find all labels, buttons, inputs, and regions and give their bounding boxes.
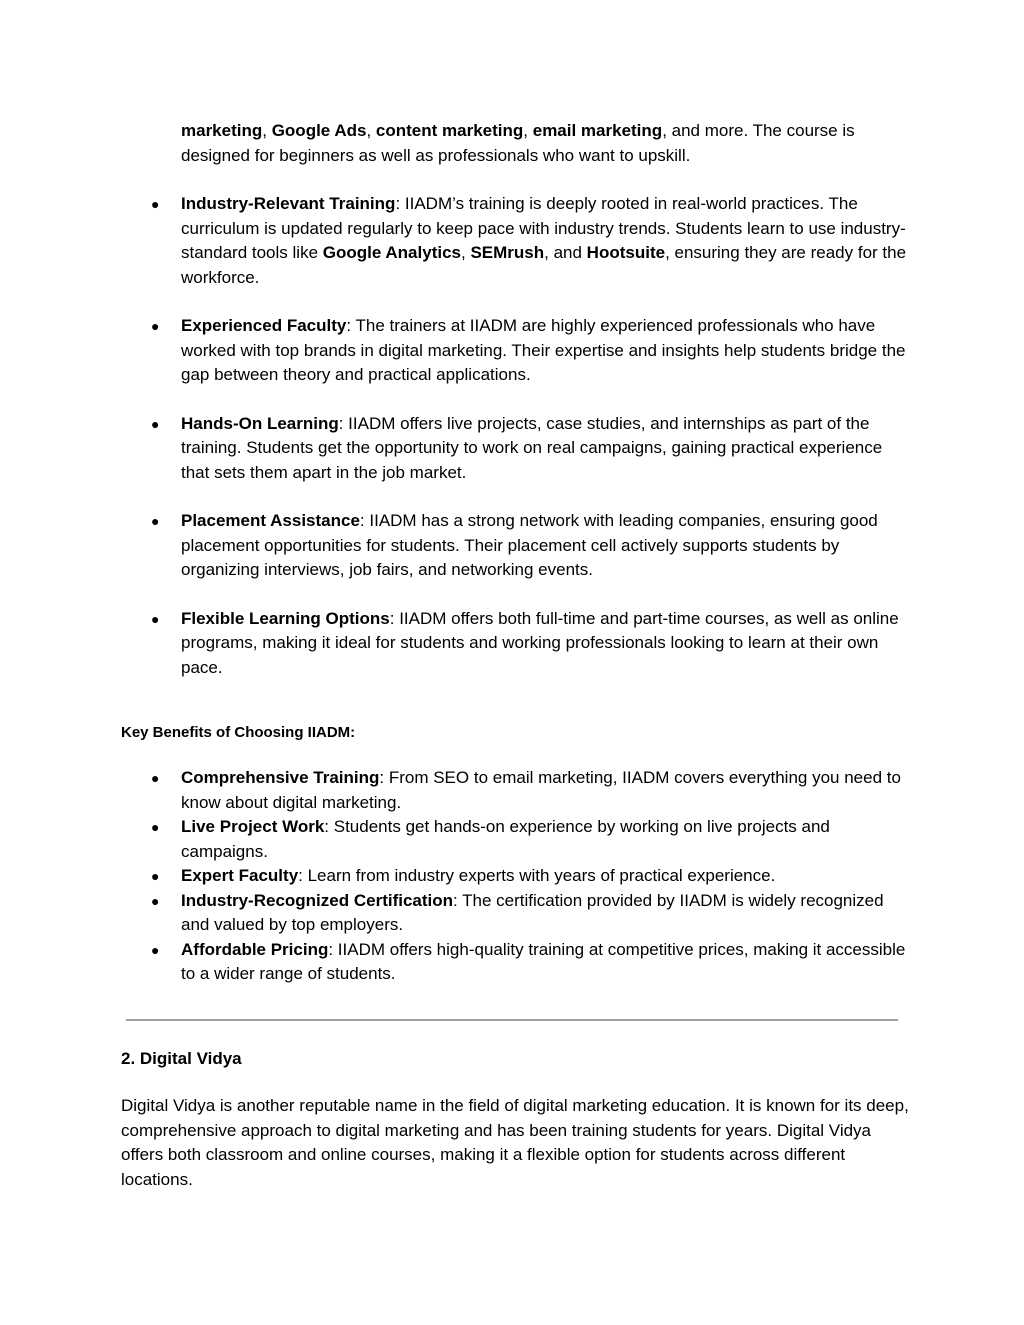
bold-term: Google Ads bbox=[271, 121, 367, 140]
horizontal-divider bbox=[126, 1019, 898, 1021]
item-text: : The certification provided by IIADM is widely recognized and valued by top employers. bbox=[181, 890, 884, 934]
item-title: Expert Faculty bbox=[181, 866, 299, 885]
item-title: Industry-Recognized Certification bbox=[181, 890, 454, 910]
intro-continuation-paragraph bbox=[181, 119, 911, 168]
item-text: : IIADM offers both full-time and part-time courses, as well as online programs, making it ideal for students and working professionals looking to learn at their own pace. bbox=[181, 608, 899, 677]
list-item bbox=[151, 864, 911, 889]
features-list bbox=[151, 192, 911, 704]
item-text: : Learn from industry experts with years of practical experience. bbox=[298, 866, 776, 885]
text-run: , bbox=[523, 121, 533, 140]
item-text: : The trainers at IIADM are highly experienced professionals who have worked with top brands in digital marketing. Their expertise and insights help students bridge the gap between theory and practical applications. bbox=[181, 316, 906, 384]
text-run: , bbox=[460, 243, 471, 262]
item-title: Live Project Work bbox=[181, 817, 325, 836]
section-heading: 2. Digital Vidya bbox=[121, 1049, 242, 1068]
bullet-icon: ● bbox=[151, 415, 160, 432]
item-text: : IIADM has a strong network with leading companies, ensuring good placement opportunities for students. Their placement cell actively supports students by organizing interviews, job fairs, and networking events. bbox=[181, 511, 878, 579]
list-item bbox=[151, 412, 911, 486]
text-run: , ensuring they are ready for the workforce. bbox=[181, 243, 907, 287]
bold-term: email marketing bbox=[532, 121, 663, 140]
item-title: Comprehensive Training bbox=[181, 768, 380, 787]
bullet-icon: ● bbox=[151, 819, 160, 835]
item-title: Industry-Relevant Training bbox=[181, 194, 396, 213]
bullet-icon: ● bbox=[151, 770, 160, 786]
item-text: : IIADM offers high-quality training at competitive prices, making it accessible to a wider range of students. bbox=[181, 939, 906, 983]
bold-term: Hootsuite bbox=[586, 243, 666, 262]
bullet-icon: ● bbox=[151, 941, 160, 958]
list-item bbox=[151, 192, 911, 290]
bold-term: Google Analytics bbox=[322, 243, 461, 262]
bullet-icon: ● bbox=[151, 318, 160, 334]
text-run: : IIADM’s training is deeply rooted in real-world practices. The curriculum is updated regularly to keep pace with industry trends. Students learn to use industry-standard tools like bbox=[181, 194, 906, 262]
benefits-list bbox=[151, 766, 911, 987]
list-item bbox=[151, 509, 911, 583]
text-run: , and more. The course is designed for beginners as well as professionals who want to upskill. bbox=[181, 121, 855, 165]
item-title: Placement Assistance bbox=[181, 511, 360, 530]
item-text: : IIADM offers live projects, case studies, and internships as part of the training. Students get the opportunity to work on real campaigns, gaining practical experience that sets them apart in the job market. bbox=[181, 413, 883, 482]
list-item bbox=[151, 938, 911, 987]
bullet-icon: ● bbox=[151, 196, 160, 212]
list-item bbox=[151, 607, 911, 681]
bullet-icon: ● bbox=[151, 892, 160, 909]
text-run: , bbox=[262, 121, 272, 140]
list-item bbox=[151, 815, 911, 864]
bullet-icon: ● bbox=[151, 610, 160, 627]
item-title: Flexible Learning Options bbox=[181, 608, 390, 628]
item-text: : Students get hands-on experience by working on live projects and campaigns. bbox=[181, 817, 830, 861]
bold-term: SEMrush bbox=[470, 243, 545, 262]
item-text: : From SEO to email marketing, IIADM covers everything you need to know about digital marketing. bbox=[181, 768, 901, 812]
list-item bbox=[151, 889, 911, 938]
section-paragraph: Digital Vidya is another reputable name in the field of digital marketing education. It is known for its deep, comprehensive approach to digital marketing and has been training students for years. Digital Vidya offers both classroom and online courses, making it a flexible option for students across different locations. bbox=[121, 1096, 909, 1189]
bold-term: content marketing bbox=[375, 121, 524, 140]
bold-term: marketing bbox=[181, 121, 263, 140]
item-title: Experienced Faculty bbox=[181, 316, 347, 335]
bullet-icon: ● bbox=[151, 513, 160, 529]
text-run: , and bbox=[544, 243, 587, 262]
bullet-icon: ● bbox=[151, 868, 160, 884]
list-item bbox=[151, 314, 911, 388]
item-title: Affordable Pricing bbox=[181, 939, 329, 959]
text-run: , bbox=[366, 121, 376, 140]
benefits-heading: Key Benefits of Choosing IIADM: bbox=[121, 724, 356, 741]
list-item bbox=[151, 766, 911, 815]
item-title: Hands-On Learning bbox=[181, 413, 339, 433]
